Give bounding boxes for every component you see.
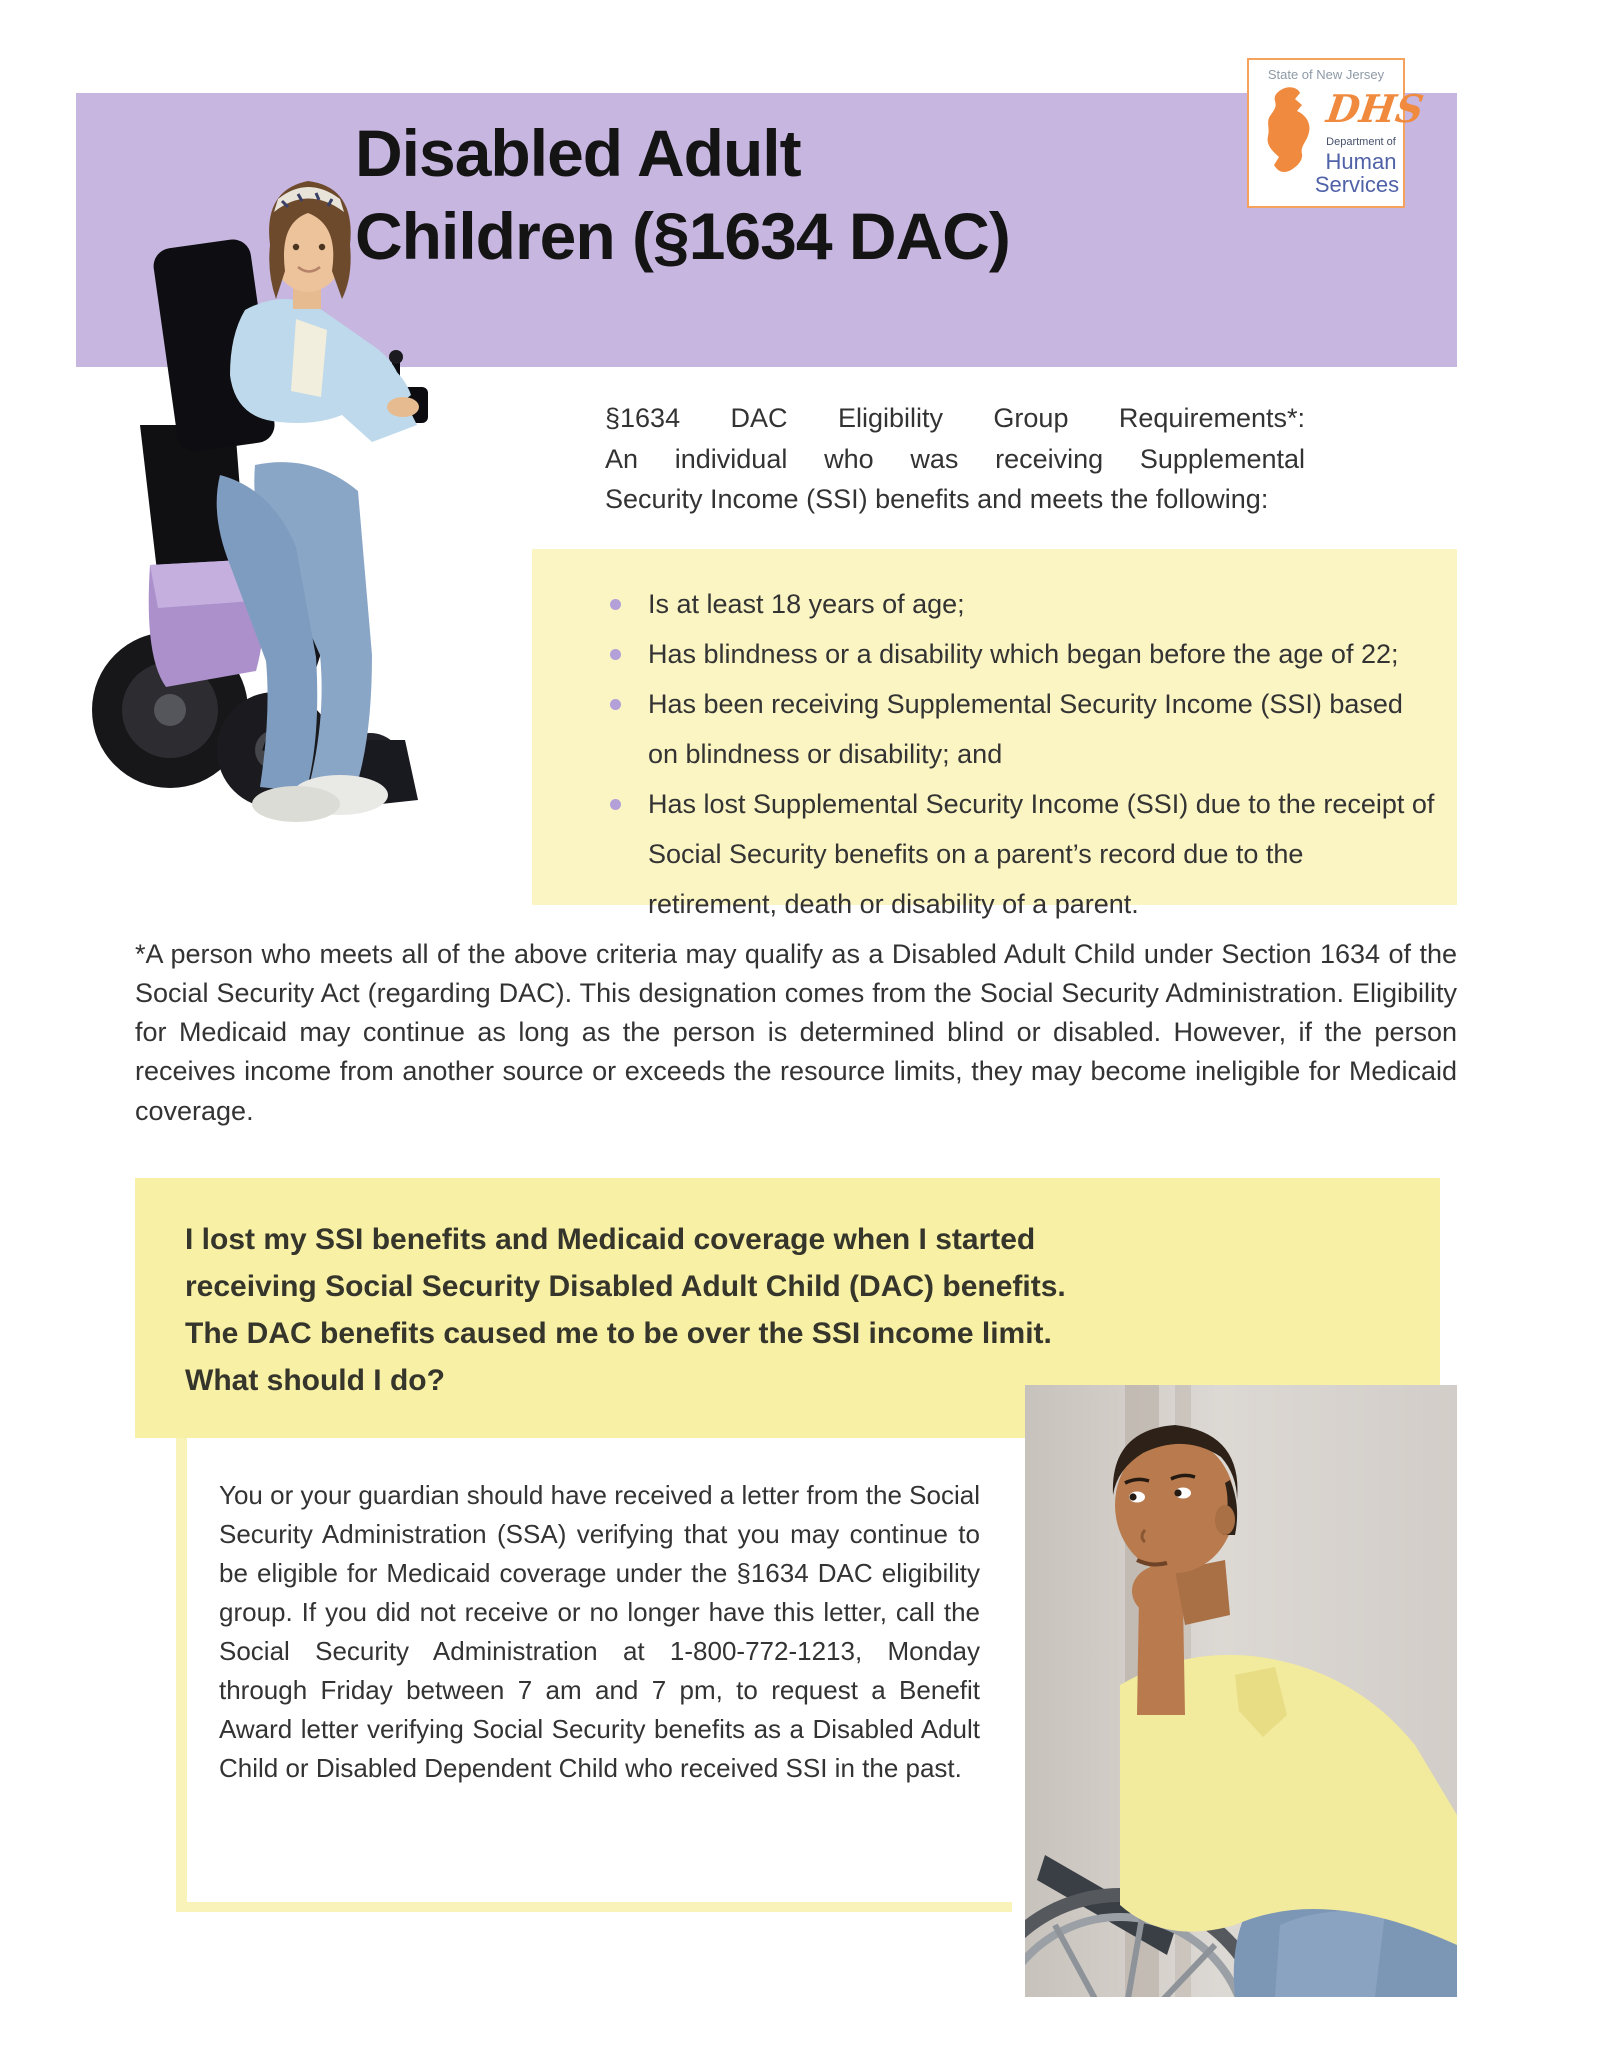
logo-dhs-script: DHS xyxy=(1323,86,1427,131)
bullet-item xyxy=(610,579,1437,629)
nj-state-icon xyxy=(1257,84,1319,180)
intro-line2: An individual who was receiving Supplemental xyxy=(605,443,1305,474)
woman-in-power-wheelchair-photo xyxy=(70,95,465,880)
bullet-text: Has lost Supplemental Security Income (SSI) due to the receipt of Social Security benefits on a parent’s record due to the retirement, death or disability of a parent. xyxy=(648,789,1435,919)
bullet-text: Has blindness or a disability which began before the age of 22; xyxy=(648,639,1399,669)
dhs-logo xyxy=(1247,58,1427,208)
note-paragraph: *A person who meets all of the above criteria may qualify as a Disabled Adult Child under Section 1634 of the Social Security Act (regarding DAC). This designation comes from the Social Security Administration. Eligibility for Medicaid may continue as long as the person is determined blind or disabled. However, if the person receives income from another source or exceeds the resource limits, they may become ineligible for Medicaid coverage. xyxy=(135,939,1457,1126)
intro-line1: §1634 DAC Eligibility Group Requirements*: xyxy=(605,403,1305,433)
bullet-dot-icon xyxy=(610,599,621,610)
page-title-line2: Children (§1634 DAC) xyxy=(355,199,1010,274)
intro-line3: Security Income (SSI) benefits and meets the following: xyxy=(605,484,1269,514)
answer-box xyxy=(187,1438,1012,1902)
answer-paragraph: You or your guardian should have received a letter from the Social Security Administration (SSA) verifying that you may continue to be eligible for Medicaid coverage under the §1634 DAC eligibility group. If you did not receive or no longer have this letter, call the Social Security Administration at 1-800-772-1213, Monday through Friday between 7 am and 7 pm, to request a Benefit Award letter verifying Social Security benefits as a Disabled Adult Child or Disabled Dependent Child who received SSI in the past. xyxy=(219,1480,980,1783)
question-line2: receiving Social Security Disabled Adult Child (DAC) benefits. xyxy=(185,1270,1066,1303)
bullet-item xyxy=(610,779,1437,929)
bullet-dot-icon xyxy=(610,649,621,660)
page-title-line1: Disabled Adult xyxy=(355,116,801,190)
logo-services-text: Services xyxy=(1314,172,1400,197)
logo-human-text: Human xyxy=(1325,149,1397,174)
question-line3: The DAC benefits caused me to be over the SSI income limit. xyxy=(185,1317,1052,1350)
young-man-in-wheelchair-photo xyxy=(1025,1385,1457,1997)
requirements-box xyxy=(532,549,1457,919)
bullet-dot-icon xyxy=(610,699,621,710)
bullet-text: Is at least 18 years of age; xyxy=(648,589,965,619)
bullet-text: Has been receiving Supplemental Security Income (SSI) based on blindness or disability; and xyxy=(648,689,1403,769)
question-line4: What should I do? xyxy=(185,1364,445,1397)
bullet-item xyxy=(610,679,1437,779)
bullet-dot-icon xyxy=(610,799,621,810)
answer-box-border xyxy=(176,1438,1012,1912)
intro-paragraph xyxy=(605,398,1305,520)
requirements-list xyxy=(610,579,1437,929)
logo-dept-text: Department of xyxy=(1326,136,1396,148)
bullet-item xyxy=(610,629,1437,679)
logo-state-text: State of New Jersey xyxy=(1267,67,1385,82)
question-line1: I lost my SSI benefits and Medicaid coverage when I started xyxy=(185,1223,1036,1256)
